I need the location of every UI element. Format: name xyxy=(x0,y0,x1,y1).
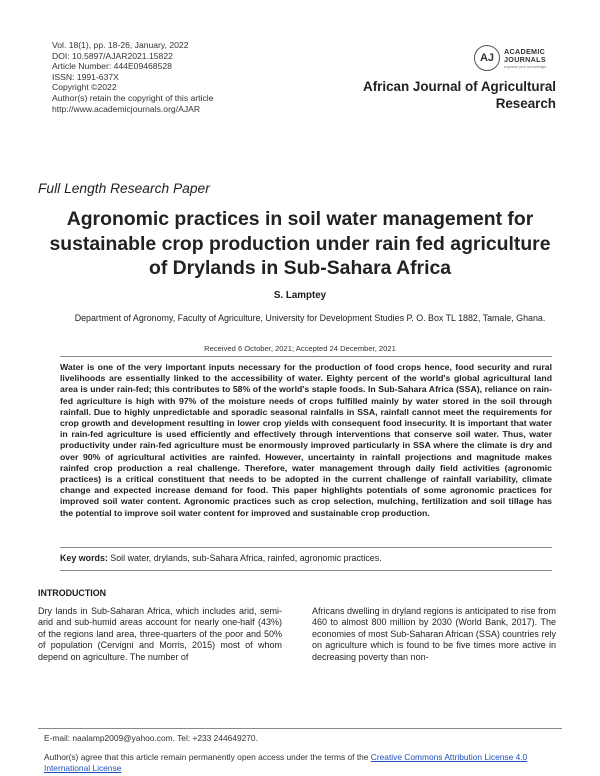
logo-line2: JOURNALS xyxy=(504,55,546,64)
received-dates: Received 6 October, 2021; Accepted 24 December, 2021 xyxy=(204,344,396,353)
keywords-text: Soil water, drylands, sub-Sahara Africa, rainfed, agronomic practices. xyxy=(107,553,382,563)
author-email: E-mail: naalamp2009@yahoo.com. Tel: +233 244649270. xyxy=(44,733,258,743)
meta-url[interactable]: http://www.academicjournals.org/AJAR xyxy=(52,103,201,114)
abstract: Water is one of the very important inputs necessary for the production of food crops hence, food security and rural livelihoods are essentially linked to the accessibility of water. Eighty percent of the world's global agricultural land area is under rain-fed; this contributes to 58% of the world's staple foods. In Sub-Sahara Africa (SSA), reliance on rain-fed agriculture is high with 97% of the moisture needs of crops fulfilled mainly by water stored in the soil through rainfall. Due to highly unpredictable and sporadic seasonal rainfalls in SSA, rainfall cannot meet the requirements for crop growth and development resulting in lower crop yields with consequent food insecurity. It is important that water in rain-fed agriculture is used efficiently and effectively through interventions that conserve soil water. Thus, water productivity under rain-fed agriculture must be enormously improved particularly in SSA where the climate is dry and over 90% of agricultural activities are rainfed. However, uncertainty in rainfall projections and magnitude makes rainfed crop production a real challenge. Therefore, water management through daily field activities (agronomic practices) is a critical constituent that needs to be adopted in the current challenge of rainfall variability, climate change and expected increase demand for food. This paper highlights potentials of some agronomic practices for improved soil water content. Agronomic practices such as crop selection, mulching, fertilization and soil tillage has the potential to improve soil water content for improved and sustainable crop production. xyxy=(60,362,552,518)
meta-copyright: Copyright ©2022 xyxy=(52,82,117,93)
meta-doi: DOI: 10.5897/AJAR2021.15822 xyxy=(52,50,173,61)
license-statement xyxy=(44,752,564,774)
keywords xyxy=(60,553,552,563)
journal-name-line1: African Journal of Agricultural xyxy=(363,79,556,94)
journal-name-line2: Research xyxy=(495,96,556,111)
license-link[interactable]: Creative Commons Attribution License 4.0 International License xyxy=(44,752,528,773)
journal-name xyxy=(326,78,556,112)
paper-title: Agronomic practices in soil water management for sustainable crop production under rain fed agriculture of Drylands in Sub-Sahara Africa xyxy=(49,208,551,280)
footer-rule xyxy=(38,728,562,729)
abstract-top-rule xyxy=(60,356,552,357)
author-name: S. Lamptey xyxy=(273,290,327,301)
meta-rights: Author(s) retain the copyright of this article xyxy=(52,92,214,103)
intro-heading: INTRODUCTION xyxy=(38,588,107,598)
body-column-right: Africans dwelling in dryland regions is anticipated to rise from 460 to almost 800 million by 2030 (World Bank, 2017). The economies of most Sub-Saharan African (SSA) countries rely on agriculture which is found to be five times more active in decreasing poverty than non- xyxy=(312,606,556,662)
keywords-label: Key words: xyxy=(60,553,108,563)
meta-volume: Vol. 18(1), pp. 18-26, January, 2022 xyxy=(52,40,189,50)
author-affiliation: Department of Agronomy, Faculty of Agriculture, University for Development Studies P. O. Box TL 1882, Tamale, Ghana. xyxy=(74,313,546,323)
keywords-rule xyxy=(60,570,552,571)
logo-line1: ACADEMIC xyxy=(504,47,546,56)
paper-type: Full Length Research Paper xyxy=(38,181,210,196)
logo-mark: AJ xyxy=(474,45,500,71)
meta-article-number: Article Number: 444E09468528 xyxy=(52,61,172,72)
logo-tagline: expand your knowledge xyxy=(504,64,547,69)
academic-journals-logo xyxy=(474,45,600,75)
article-metadata xyxy=(52,40,213,114)
abstract-bottom-rule xyxy=(60,547,552,548)
meta-issn: ISSN: 1991-637X xyxy=(52,71,119,82)
license-prefix: Author(s) agree that this article remain permanently open access under the terms of the xyxy=(44,752,371,762)
body-column-left: Dry lands in Sub-Saharan Africa, which includes arid, semi-arid and sub-humid areas account for nearly one-half (43%) of the regions land area, three-quarters of the poor and 50% of population (Cervigni and Morris, 2015) most of whom depend on agriculture. The number of xyxy=(38,606,282,662)
